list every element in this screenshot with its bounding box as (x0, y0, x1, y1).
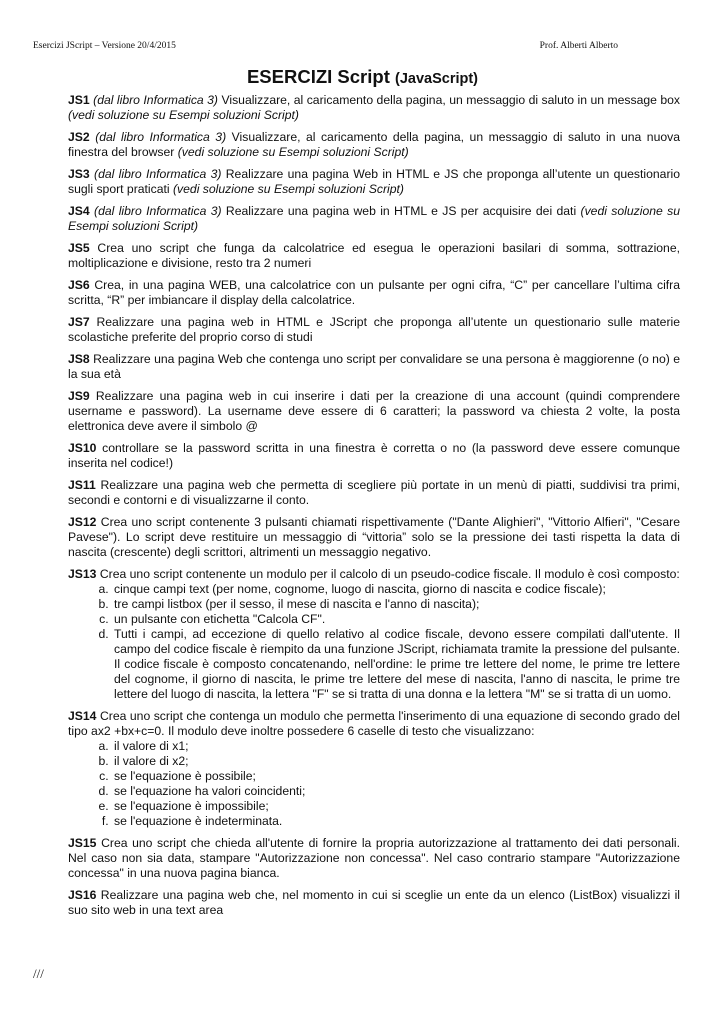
exercise-note: (vedi soluzione su Esempi soluzioni Script) (68, 204, 680, 233)
exercise-text: Realizzare una pagina Web in HTML e JS che proponga all’utente un questionario sugli sport praticati (68, 167, 680, 196)
exercise-text: controllare se la password scritta in una finestra è corretta o no (la password deve essere comunque inserita nel codice!) (68, 441, 680, 470)
page-title (0, 66, 725, 88)
exercise-id: JS2 (68, 130, 90, 144)
exercise-js7 (68, 315, 680, 345)
exercise-source: (dal libro Informatica 3) (93, 93, 218, 107)
exercise-id: JS1 (68, 93, 90, 107)
list-item: a. il valore di x1; (112, 739, 680, 754)
exercise-note: (vedi soluzione su Esempi soluzioni Script) (173, 182, 404, 196)
exercise-js1 (68, 93, 680, 123)
list-item: c. se l'equazione è possibile; (112, 769, 680, 784)
title-main: ESERCIZI Script (246, 66, 390, 87)
exercise-id: JS5 (68, 241, 90, 255)
exercise-id: JS6 (68, 278, 90, 292)
exercise-js16 (68, 888, 680, 918)
exercise-source: (dal libro Informatica 3) (94, 204, 222, 218)
exercise-id: JS8 (68, 352, 90, 366)
exercise-text: Visualizzare, al caricamento della pagina, un messaggio di saluto in una nuova finestra del browser (68, 130, 681, 159)
exercise-js2 (68, 130, 680, 160)
exercise-text: Realizzare una pagina web in HTML e JS per acquisire dei dati (221, 204, 581, 218)
exercise-text: Realizzare una pagina web che, nel momento in cui si sceglie un ente da un elenco (ListBox) visualizzi il suo sito web in una text area (68, 888, 680, 917)
exercise-text: Crea uno script contenente 3 pulsanti chiamati rispettivamente ("Dante Alighieri", "Vittorio Alfieri", "Cesare Pavese"). Lo script deve restituire un messaggio di “vittoria” solo se la pressione dei tasti rispetta la data di nascita (crescente) degli scrittori, altrimenti un messaggio negativo. (68, 515, 680, 559)
exercise-id: JS11 (68, 478, 96, 492)
exercise-source: (dal libro Informatica 3) (94, 167, 222, 181)
list-item: a. cinque campi text (per nome, cognome, luogo di nascita, giorno di nascita e codice fiscale); (112, 582, 680, 597)
header-version: Esercizi JScript – Versione 20/4/2015 (33, 41, 176, 51)
exercise-text: Realizzare una pagina web in cui inserire i dati per la creazione di una account (quindi comprendere username e password). La username deve essere di 6 caratteri; la password va chiesta 2 volte, la posta elettronica deve avere il simbolo @ (68, 389, 680, 433)
exercise-text: Crea uno script che contenga un modulo che permetta l'inserimento di una equazione di secondo grado del tipo ax2 +bx+c=0. Il modulo deve inoltre possedere 6 caselle di testo che visualizzano: (68, 709, 680, 738)
exercise-js13 (68, 567, 680, 702)
exercise-note: (vedi soluzione su Esempi soluzioni Script) (68, 108, 299, 122)
exercise-text: Crea uno script che funga da calcolatrice ed esegua le operazioni basilari di somma, sottrazione, moltiplicazione e divisione, resto tra 2 numeri (68, 241, 680, 270)
header-author: Prof. Alberti Alberto (539, 41, 618, 51)
exercise-id: JS16 (68, 888, 97, 902)
js13-sublist (68, 582, 680, 702)
exercise-js3 (68, 167, 680, 197)
exercise-id: JS3 (68, 167, 90, 181)
list-item: b. tre campi listbox (per il sesso, il mese di nascita e l'anno di nascita); (112, 597, 680, 612)
exercise-id: JS14 (68, 709, 97, 723)
exercise-js6 (68, 278, 680, 308)
exercise-js11 (68, 478, 680, 508)
footer-mark: /// (33, 966, 44, 981)
exercise-source: (dal libro Informatica 3) (95, 130, 227, 144)
list-item: d. Tutti i campi, ad eccezione di quello relativo al codice fiscale, devono essere compilati dall'utente. Il campo del codice fiscale è riempito da una funzione JScript, richiamata tramite la pressione del pulsante. Il codice fiscale è composto concatenando, nell'ordine: le prime tre lettere del nome, le prime tre lettere del cognome, il giorno di nascita, le prime tre lettere del mese di nascita, l'anno di nascita, le prime tre lettere del luogo di nascita, la lettera "F" se si tratta di una donna e la lettera "M" se si tratta di un uomo. (112, 627, 680, 702)
exercise-id: JS4 (68, 204, 90, 218)
list-item: d. se l'equazione ha valori coincidenti; (112, 784, 680, 799)
exercise-id: JS13 (68, 567, 97, 581)
exercise-id: JS7 (68, 315, 90, 329)
exercise-js12 (68, 515, 680, 560)
exercise-js10 (68, 441, 680, 471)
list-item: b. il valore di x2; (112, 754, 680, 769)
exercise-text: Realizzare una pagina web che permetta di scegliere più portate in un menù di piatti, suddivisi tra primi, secondi e contorni e di visualizzarne il conto. (68, 478, 680, 507)
exercise-js5 (68, 241, 680, 271)
list-item: c. un pulsante con etichetta "Calcola CF". (112, 612, 680, 627)
list-item: e. se l'equazione è impossibile; (112, 799, 680, 814)
exercise-js9 (68, 389, 680, 434)
exercise-js14 (68, 709, 680, 829)
exercise-text: Realizzare una pagina Web che contenga uno script per convalidare se una persona è maggiorenne (o no) e la sua età (68, 352, 680, 381)
exercise-text: Realizzare una pagina web in HTML e JScript che proponga all’utente un questionario sulle materie scolastiche preferite del proprio corso di studi (68, 315, 680, 344)
exercise-text: Crea uno script contenente un modulo per il calcolo di un pseudo-codice fiscale. Il modulo è così composto: (96, 567, 680, 581)
exercise-id: JS10 (68, 441, 97, 455)
exercise-js15 (68, 836, 680, 881)
js14-sublist (68, 739, 680, 829)
exercise-text: Visualizzare, al caricamento della pagina, un messaggio di saluto in un message box (218, 93, 681, 107)
exercise-text: Crea uno script che chieda all'utente di fornire la propria autorizzazione al trattamento dei dati personali. Nel caso non sia data, stampare "Autorizzazione non concessa". Nel caso contrario stampare "Autorizzazione concessa" in una nuova pagina bianca. (68, 836, 680, 880)
title-sub: (JavaScript) (395, 71, 479, 87)
exercise-list (68, 93, 680, 925)
list-item: f. se l'equazione è indeterminata. (112, 814, 680, 829)
exercise-id: JS9 (68, 389, 90, 403)
exercise-text: Crea, in una pagina WEB, una calcolatrice con un pulsante per ogni cifra, “C” per cancellare l’ultima cifra scritta, “R” per imbiancare il display della calcolatrice. (68, 278, 680, 307)
exercise-js8 (68, 352, 680, 382)
exercise-id: JS15 (68, 836, 97, 850)
exercise-id: JS12 (68, 515, 97, 529)
exercise-note: (vedi soluzione su Esempi soluzioni Script) (177, 145, 409, 159)
exercise-js4 (68, 204, 680, 234)
